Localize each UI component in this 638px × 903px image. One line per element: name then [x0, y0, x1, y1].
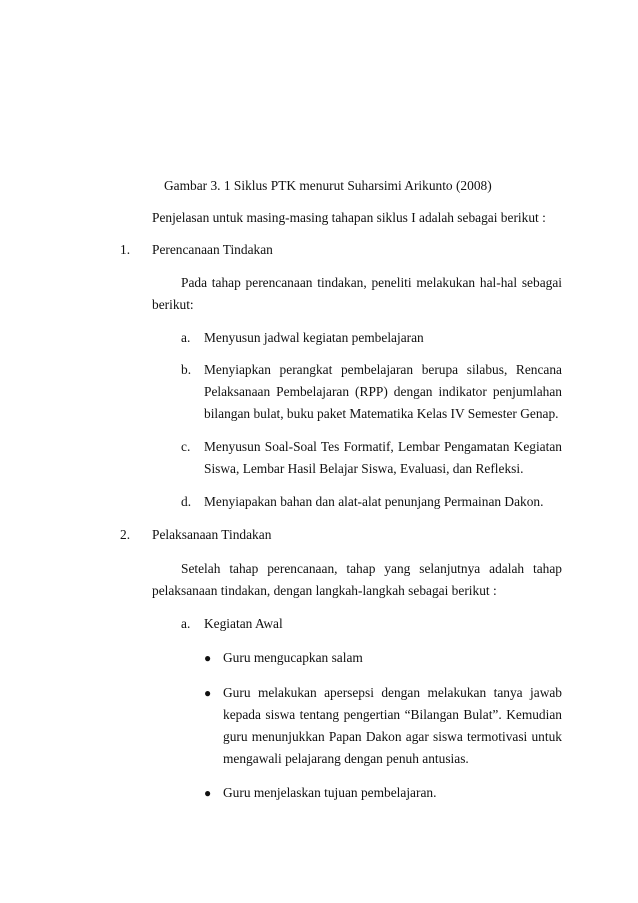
- list-item-text: Pelaksanaan Pembelajaran (RPP) dengan indikator penjumlahan: [204, 384, 562, 399]
- list-item-text: Kegiatan Awal: [204, 616, 283, 631]
- section-title: Pelaksanaan Tindakan: [152, 527, 272, 542]
- bullet-icon: ●: [204, 651, 212, 665]
- section-number: 2.: [120, 527, 131, 542]
- figure-caption: Gambar 3. 1 Siklus PTK menurut Suharsimi Arikunto (2008): [164, 178, 492, 193]
- list-item-text: Siswa, Lembar Hasil Belajar Siswa, Evaluasi, dan Refleksi.: [204, 461, 524, 476]
- list-item-text: Menyiapkan perangkat pembelajaran berupa silabus, Rencana: [204, 362, 562, 377]
- list-item-text: Menyusun jadwal kegiatan pembelajaran: [204, 330, 424, 345]
- bullet-item-text: Guru mengucapkan salam: [223, 650, 363, 665]
- section-paragraph-line: Setelah tahap perencanaan, tahap yang selanjutnya adalah tahap: [181, 561, 562, 576]
- list-item-text: Menyiapakan bahan dan alat-alat penunjang Permainan Dakon.: [204, 494, 544, 509]
- bullet-icon: ●: [204, 686, 212, 700]
- bullet-icon: ●: [204, 786, 212, 800]
- bullet-item-text: guru menunjukkan Papan Dakon agar siswa termotivasi untuk: [223, 729, 562, 744]
- list-item-letter: c.: [181, 439, 191, 454]
- list-item-text: Menyusun Soal-Soal Tes Formatif, Lembar Pengamatan Kegiatan: [204, 439, 562, 454]
- list-item-letter: a.: [181, 330, 191, 345]
- bullet-item-text: Guru menjelaskan tujuan pembelajaran.: [223, 785, 437, 800]
- list-item-letter: d.: [181, 494, 192, 509]
- bullet-item-text: Guru melakukan apersepsi dengan melakukan tanya jawab: [223, 685, 562, 700]
- section-paragraph-line: Pada tahap perencanaan tindakan, peneliti melakukan hal-hal sebagai: [181, 275, 562, 290]
- bullet-item-text: mengawali pelajarang dengan penuh antusias.: [223, 751, 469, 766]
- list-item-letter: b.: [181, 362, 192, 377]
- list-item-letter: a.: [181, 616, 191, 631]
- section-title: Perencanaan Tindakan: [152, 242, 273, 257]
- intro-text: Penjelasan untuk masing-masing tahapan siklus I adalah sebagai berikut :: [152, 210, 546, 225]
- section-paragraph-line: berikut:: [152, 297, 194, 312]
- section-paragraph-line: pelaksanaan tindakan, dengan langkah-langkah sebagai berikut :: [152, 583, 497, 598]
- list-item-text: bilangan bulat, buku paket Matematika Kelas IV Semester Genap.: [204, 406, 559, 421]
- section-number: 1.: [120, 242, 131, 257]
- bullet-item-text: kepada siswa tentang pengertian “Bilangan Bulat”. Kemudian: [223, 707, 562, 722]
